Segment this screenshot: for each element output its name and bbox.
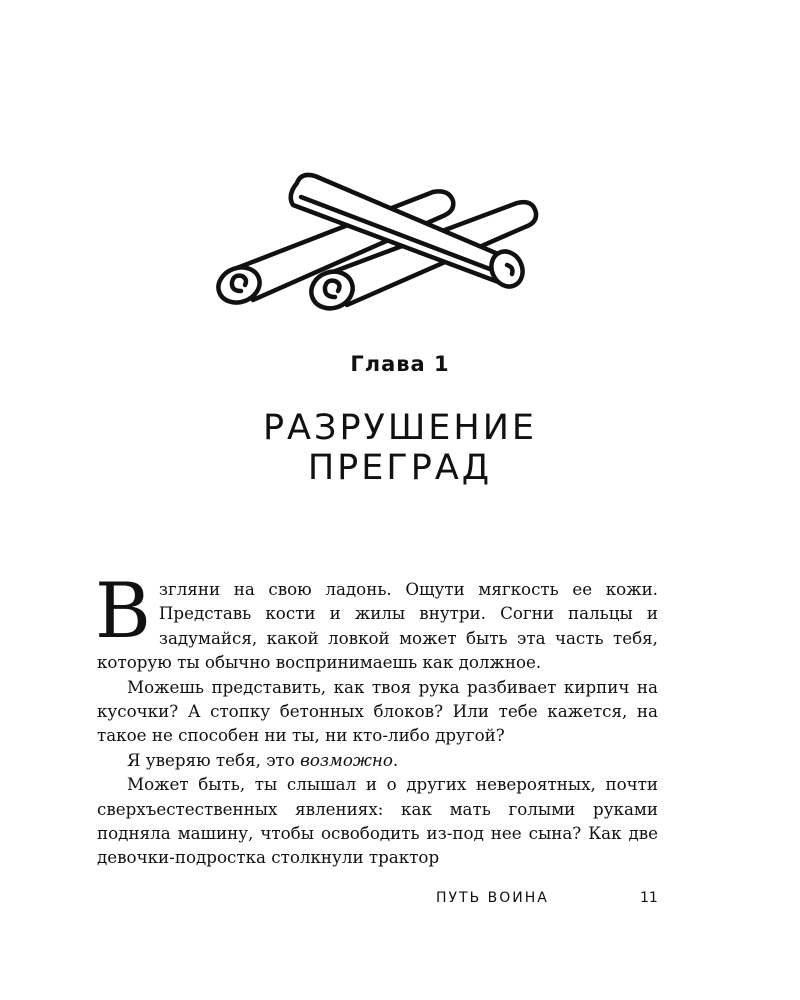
page-footer (0, 890, 800, 910)
running-title: ПУТЬ ВОИНА (436, 890, 549, 906)
paragraph-4: Может быть, ты слышал и о других невероятных, почти сверхъестественных явлениях: как мать голыми руками подняла машину, чтобы освободить из-под нее сына? Как две девочки-подростка столкнули трактор (97, 774, 658, 868)
paragraph-3-text: Я уверяю тебя, это (127, 749, 301, 770)
paragraph-3 (97, 748, 658, 772)
crossed-rolled-scrolls-icon (205, 165, 555, 335)
chapter-title (0, 408, 800, 488)
chapter-label: Глава 1 (350, 352, 450, 376)
drop-cap: В (95, 566, 151, 655)
paragraph-1 (95, 566, 658, 675)
page-number: 11 (640, 890, 658, 906)
paragraph-2: Можешь представить, как твоя рука разбивает кирпич на кусочки? А стопку бетонных блоков? Или тебе кажется, на такое не способен ни ты, ни кто-либо другой? (97, 676, 658, 746)
emphasis-text: возможно (300, 749, 393, 770)
paragraph-3-end: . (392, 749, 399, 770)
chapter-title-line-1: РАЗРУШЕНИЕ (262, 408, 538, 448)
chapter-title-line-2: ПРЕГРАД (307, 448, 493, 488)
paragraph-1-text: згляни на свою ладонь. Ощути мягкость ее кожи. Представь кости и жилы внутри. Согни пальцы и задумайся, какой ловкой может быть эта часть тебя, которую ты обычно воспринимаешь как должное. (97, 579, 658, 673)
chapter-body-text (95, 566, 658, 870)
